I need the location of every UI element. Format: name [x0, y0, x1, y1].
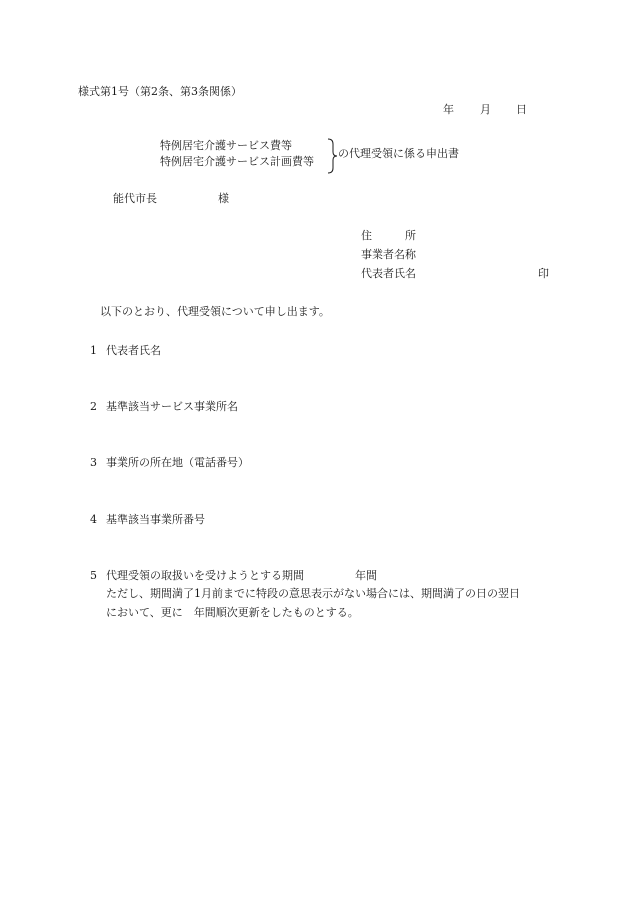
- item-1-number: 1: [90, 344, 97, 357]
- intro-text: 以下のとおり、代理受領について申し出ます。: [100, 305, 330, 318]
- business-name-label: 事業者名称: [361, 248, 416, 261]
- title-suffix: の代理受領に係る申出書: [338, 147, 459, 160]
- note-line-1: ただし、期間満了1月前までに特段の意思表示がない場合には、期間満了の日の翌日: [106, 587, 520, 600]
- addressee-honorific: 様: [218, 192, 229, 205]
- item-1-label: 代表者氏名: [106, 344, 161, 357]
- note-line-2: において、更に 年間順次更新をしたものとする。: [106, 606, 359, 619]
- date-month-label: 月: [480, 103, 491, 116]
- title-line-1: 特例居宅介護サービス費等: [160, 139, 292, 152]
- item-4-label: 基準該当事業所番号: [106, 513, 205, 526]
- seal-mark: 印: [538, 267, 549, 280]
- title-line-2: 特例居宅介護サービス計画費等: [160, 155, 314, 168]
- addressee-name: 能代市長: [113, 192, 157, 205]
- item-5-period-unit: 年間: [355, 569, 377, 582]
- item-4-number: 4: [90, 513, 97, 526]
- title-brace-icon: [326, 138, 338, 174]
- item-3-label: 事業所の所在地（電話番号）: [106, 456, 249, 469]
- form-number: 様式第1号（第2条、第3条関係）: [78, 85, 242, 98]
- item-2-label: 基準該当サービス事業所名: [106, 400, 238, 413]
- item-3-number: 3: [90, 456, 97, 469]
- date-day-label: 日: [516, 103, 527, 116]
- item-2-number: 2: [90, 400, 97, 413]
- representative-name-label: 代表者氏名: [361, 267, 416, 280]
- item-5-label: 代理受領の取扱いを受けようとする期間: [106, 569, 304, 582]
- item-5-number: 5: [90, 569, 97, 582]
- date-year-label: 年: [443, 103, 454, 116]
- address-label: 住 所: [361, 229, 416, 242]
